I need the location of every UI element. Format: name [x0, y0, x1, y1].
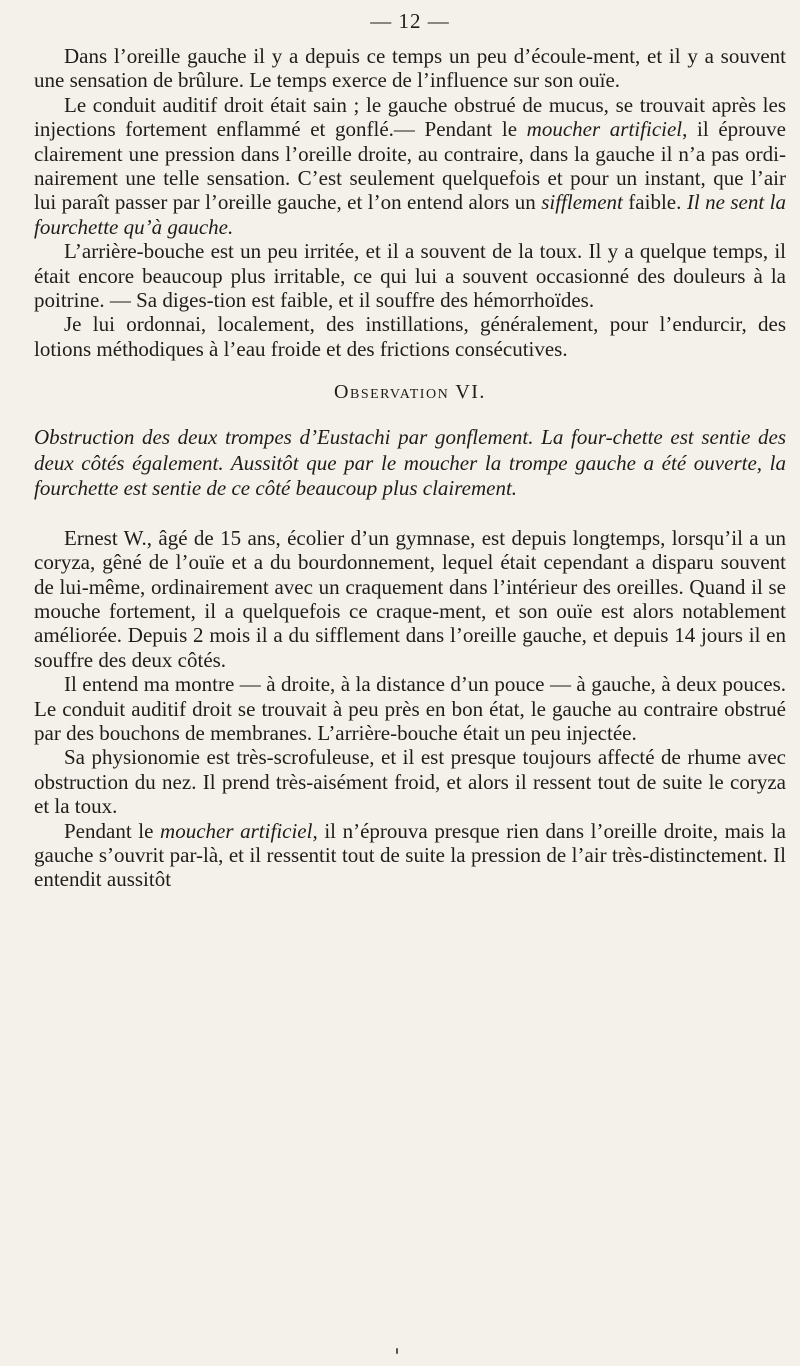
text-run: Pendant le: [64, 818, 161, 843]
paragraph: [34, 312, 786, 361]
paragraph: [34, 672, 786, 745]
text-run: faible.: [622, 190, 687, 215]
paragraph: [34, 745, 786, 818]
paragraph: [34, 239, 786, 312]
italic-text: moucher artificiel: [160, 818, 313, 843]
text-run: Ernest W., âgé de 15 ans, écolier d’un gymnase, est depuis longtemps, lorsqu’il a un coryza, gêné de l’ouïe et a du bourdonnement, lequel était cependant a disparu souvent de lui-même, ordinairement avec un craquement dans l’intérieur des oreilles. Quand il se mouche fortement, il a quelquefois ce craque-ment, et son ouïe est alors notablement améliorée. Depuis 2 mois il a du sifflement dans l’oreille gauche, et depuis 14 jours il en souffre des deux côtés.: [34, 525, 786, 672]
observation-summary: Obstruction des deux trompes d’Eustachi par gonflement. La four-chette est sentie des deux côtés également. Aussitôt que par le moucher la trompe gauche a été ouverte, la fourchette est sentie de ce côté beaucoup plus clairement.: [34, 425, 786, 501]
text-run: Je lui ordonnai, localement, des instillations, généralement, pour l’endurcir, des lotions méthodiques à l’eau froide et des frictions consécutives.: [34, 312, 786, 361]
italic-text: Il ne sent la fourchette qu’à gauche.: [34, 190, 786, 239]
book-page: [34, 8, 786, 1358]
text-run: , il éprouve clairement une pression dans l’oreille droite, au contraire, dans la gauche il n’a pas ordi-nairement une telle sensation. C’est seulement quelquefois et pour un instant, que l’air lui paraît passer par l’oreille gauche, et l’on entend alors un: [34, 117, 786, 215]
text-run: , il n’éprouva presque rien dans l’oreille droite, mais la gauche s’ouvrit par-là, et il ressentit tout de suite la pression de l’air très-distinctement. Il entendit aussitôt: [34, 818, 786, 892]
text-block-top: [34, 44, 786, 361]
italic-text: sifflement: [541, 190, 623, 215]
text-run: L’arrière-bouche est un peu irritée, et il a souvent de la toux. Il y a quelque temps, il était encore beaucoup plus irritable, ce qui lui a souvent occasionné des douleurs à la poitrine. — Sa diges-tion est faible, et il souffre des hémorrhoïdes.: [34, 239, 786, 313]
text-run: Il entend ma montre — à droite, à la distance d’un pouce — à gauche, à deux pouces. Le conduit auditif droit se trouvait à peu près en bon état, le gauche au contraire obstrué par des bouchons de membranes. L’arrière-bouche était un peu injectée.: [34, 672, 786, 746]
text-block-bottom: [34, 526, 786, 892]
paragraph: [34, 93, 786, 239]
text-run: Dans l’oreille gauche il y a depuis ce temps un peu d’écoule-ment, et il y a souvent une sensation de brûlure. Le temps exerce de l’influence sur son ouïe.: [34, 44, 786, 93]
paragraph: [34, 44, 786, 93]
text-run: Sa physionomie est très-scrofuleuse, et il est presque toujours affecté de rhume avec obstruction du nez. Il prend très-aisément froid, et alors il ressent tout de suite le coryza et la toux.: [34, 745, 786, 819]
italic-text: moucher artificiel: [526, 117, 683, 142]
stray-ink-mark: [396, 1348, 398, 1354]
text-run: Le conduit auditif droit était sain ; le gauche obstrué de mucus, se trouvait après les injections fortement enflammé et gonflé.— Pendant le: [34, 92, 786, 142]
observation-heading: Observation VI.: [334, 381, 486, 404]
paragraph: [34, 819, 786, 892]
page-number: — 12 —: [370, 9, 450, 33]
paragraph: [34, 526, 786, 672]
